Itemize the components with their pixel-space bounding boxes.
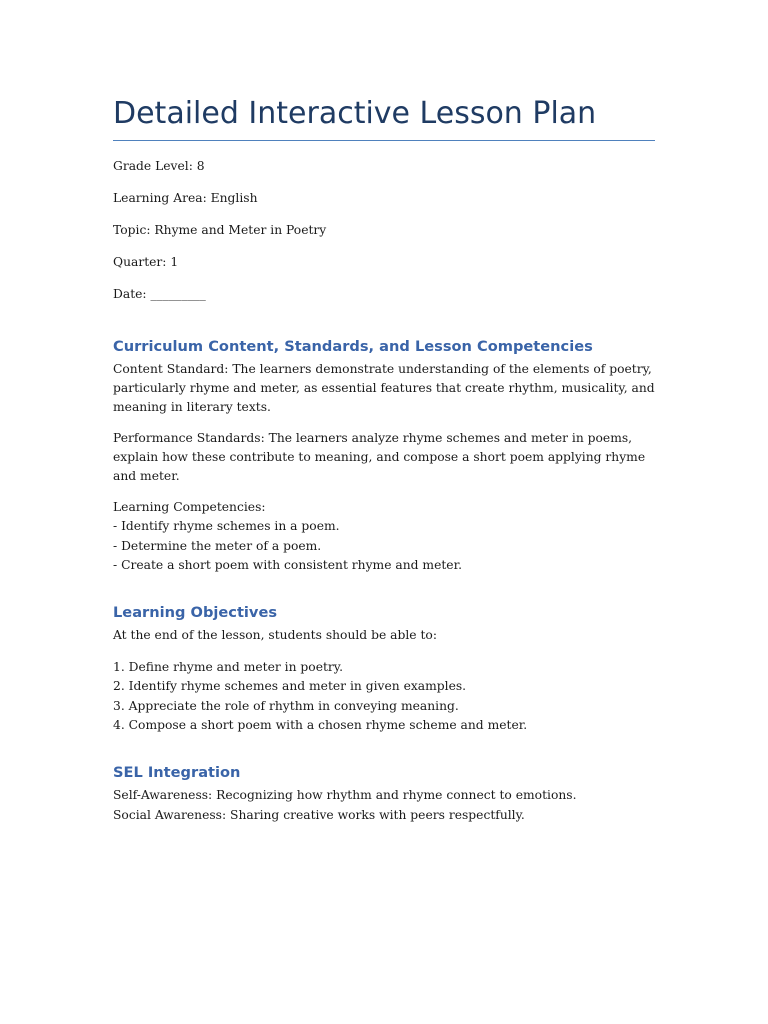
section-heading-curriculum: Curriculum Content, Standards, and Lesson Competencies: [113, 338, 593, 355]
spacer: [113, 735, 655, 763]
list-item: Self-Awareness: Recognizing how rhythm and rhyme connect to emotions.: [113, 788, 577, 803]
objectives-intro: At the end of the lesson, students should be able to:: [113, 628, 437, 643]
list-item: - Create a short poem with consistent rhyme and meter.: [113, 557, 463, 572]
topic: Topic: Rhyme and Meter in Poetry: [113, 223, 327, 237]
list-item: 1. Define rhyme and meter in poetry.: [113, 660, 344, 675]
date: Date: _________: [113, 287, 206, 301]
section-sel: [113, 763, 655, 825]
spacer: [113, 486, 655, 498]
list-item: - Identify rhyme schemes in a poem.: [113, 519, 340, 534]
objectives-list: [113, 658, 655, 735]
spacer: [113, 575, 655, 603]
quarter: Quarter: 1: [113, 255, 179, 269]
spacer: [113, 417, 655, 429]
document-title: Detailed Interactive Lesson Plan: [113, 92, 655, 141]
competencies-list: [113, 498, 655, 575]
performance-standards: Performance Standards: The learners analyze rhyme schemes and meter in poems, explain how these contribute to meaning, and compose a short poem applying rhyme and meter.: [113, 431, 646, 483]
section-heading-sel: SEL Integration: [113, 764, 241, 782]
spacer: [113, 318, 655, 337]
section-curriculum: [113, 337, 655, 575]
list-item: 3. Appreciate the role of rhythm in conveying meaning.: [113, 698, 459, 713]
competencies-label: Learning Competencies:: [113, 500, 266, 514]
spacer: [113, 645, 655, 658]
list-item: 2. Identify rhyme schemes and meter in given examples.: [113, 679, 467, 694]
list-item: - Determine the meter of a poem.: [113, 538, 322, 553]
grade-level: Grade Level: 8: [113, 159, 205, 173]
learning-area: Learning Area: English: [113, 191, 258, 205]
document-page: [113, 92, 655, 825]
sel-list: [113, 786, 655, 825]
list-item: Social Awareness: Sharing creative works with peers respectfully.: [113, 807, 525, 822]
lesson-meta: [113, 158, 655, 302]
section-objectives: [113, 603, 655, 735]
list-item: 4. Compose a short poem with a chosen rhyme scheme and meter.: [113, 718, 528, 733]
content-standard: Content Standard: The learners demonstrate understanding of the elements of poetry, particularly rhyme and meter, as essential features that create rhythm, musicality, and meaning in literary texts.: [113, 362, 655, 414]
section-heading-objectives: Learning Objectives: [113, 604, 278, 622]
